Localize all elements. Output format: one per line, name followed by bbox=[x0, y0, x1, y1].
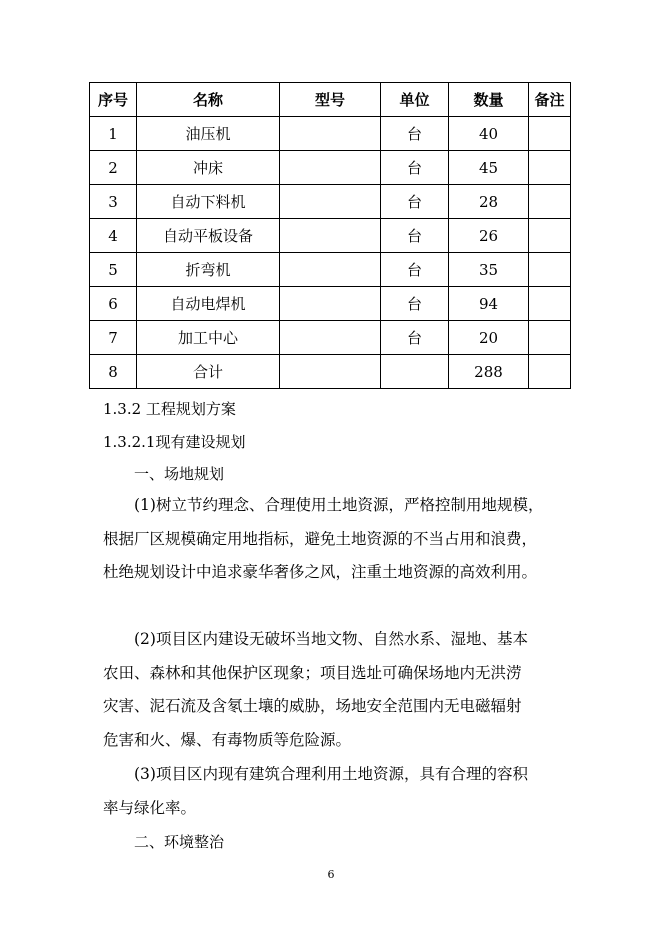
cell-model bbox=[280, 321, 381, 355]
cell-quantity: 94 bbox=[449, 287, 529, 321]
cell-remark bbox=[529, 287, 571, 321]
cell-unit: 台 bbox=[381, 117, 449, 151]
header-quantity: 数量 bbox=[449, 83, 529, 117]
header-remark: 备注 bbox=[529, 83, 571, 117]
cell-unit: 台 bbox=[381, 287, 449, 321]
page-number: 6 bbox=[327, 868, 335, 881]
cell-remark bbox=[529, 355, 571, 389]
site-planning-heading: 一、场地规划 bbox=[134, 465, 225, 483]
cell-remark bbox=[529, 219, 571, 253]
paragraph-line: 率与绿化率。 bbox=[103, 798, 197, 817]
table-row bbox=[90, 151, 571, 185]
cell-unit: 台 bbox=[381, 151, 449, 185]
cell-quantity: 20 bbox=[449, 321, 529, 355]
cell-model bbox=[280, 117, 381, 151]
cell-remark bbox=[529, 185, 571, 219]
paragraph-line: 危害和火、爆、有毒物质等危险源。 bbox=[103, 730, 352, 749]
cell-remark bbox=[529, 151, 571, 185]
header-model: 型号 bbox=[280, 83, 381, 117]
cell-index: 4 bbox=[90, 219, 137, 253]
cell-name: 油压机 bbox=[137, 117, 280, 151]
paragraph-line: 农田、森林和其他保护区现象；项目选址可确保场地内无洪涝 bbox=[103, 663, 522, 682]
paragraph-line: 杜绝规划设计中追求豪华奢侈之风，注重土地资源的高效利用。 bbox=[103, 563, 538, 581]
cell-quantity: 26 bbox=[449, 219, 529, 253]
subsection-heading: 1.3.2.1现有建设规划 bbox=[103, 433, 246, 451]
cell-remark bbox=[529, 117, 571, 151]
paragraph-line: (3)项目区内现有建筑合理利用土地资源，具有合理的容积 bbox=[134, 765, 528, 783]
paragraph-line: 灾害、泥石流及含氡土壤的威胁，场地安全范围内无电磁辐射 bbox=[103, 697, 522, 715]
cell-name: 折弯机 bbox=[137, 253, 280, 287]
header-unit: 单位 bbox=[381, 83, 449, 117]
cell-name: 自动下料机 bbox=[137, 185, 280, 219]
cell-model bbox=[280, 151, 381, 185]
cell-unit bbox=[381, 355, 449, 389]
cell-quantity: 288 bbox=[449, 355, 529, 389]
cell-model bbox=[280, 185, 381, 219]
cell-unit: 台 bbox=[381, 253, 449, 287]
cell-quantity: 40 bbox=[449, 117, 529, 151]
cell-remark bbox=[529, 321, 571, 355]
cell-index: 8 bbox=[90, 355, 137, 389]
cell-index: 1 bbox=[90, 117, 137, 151]
header-index: 序号 bbox=[90, 83, 137, 117]
table-row bbox=[90, 253, 571, 287]
paragraph-1 bbox=[103, 489, 563, 590]
cell-model bbox=[280, 219, 381, 253]
cell-unit: 台 bbox=[381, 321, 449, 355]
equipment-table bbox=[89, 82, 571, 389]
table-total-row bbox=[90, 355, 571, 389]
environment-heading: 二、环境整治 bbox=[134, 833, 225, 851]
cell-remark bbox=[529, 253, 571, 287]
table-header-row bbox=[90, 83, 571, 117]
paragraph-line: (2)项目区内建设无破坏当地文物、自然水系、湿地、基本 bbox=[134, 630, 528, 648]
cell-name: 自动电焊机 bbox=[137, 287, 280, 321]
table-row bbox=[90, 117, 571, 151]
cell-name: 加工中心 bbox=[137, 321, 280, 355]
cell-index: 3 bbox=[90, 185, 137, 219]
cell-name: 自动平板设备 bbox=[137, 219, 280, 253]
cell-model bbox=[280, 253, 381, 287]
cell-model bbox=[280, 355, 381, 389]
table-row bbox=[90, 321, 571, 355]
cell-quantity: 45 bbox=[449, 151, 529, 185]
table-row bbox=[90, 287, 571, 321]
cell-model bbox=[280, 287, 381, 321]
cell-quantity: 35 bbox=[449, 253, 529, 287]
cell-index: 5 bbox=[90, 253, 137, 287]
table-row bbox=[90, 185, 571, 219]
cell-name: 合计 bbox=[137, 355, 280, 389]
cell-unit: 台 bbox=[381, 219, 449, 253]
section-heading: 1.3.2 工程规划方案 bbox=[103, 400, 236, 418]
cell-index: 7 bbox=[90, 321, 137, 355]
cell-unit: 台 bbox=[381, 185, 449, 219]
paragraph-line: (1)树立节约理念、合理使用土地资源，严格控制用地规模， bbox=[134, 496, 544, 514]
cell-index: 6 bbox=[90, 287, 137, 321]
cell-quantity: 28 bbox=[449, 185, 529, 219]
paragraph-line: 根据厂区规模确定用地指标，避免土地资源的不当占用和浪费， bbox=[103, 529, 538, 548]
header-name: 名称 bbox=[137, 83, 280, 117]
paragraph-3 bbox=[103, 758, 563, 825]
cell-index: 2 bbox=[90, 151, 137, 185]
cell-name: 冲床 bbox=[137, 151, 280, 185]
paragraph-2 bbox=[103, 623, 563, 757]
table-row bbox=[90, 219, 571, 253]
